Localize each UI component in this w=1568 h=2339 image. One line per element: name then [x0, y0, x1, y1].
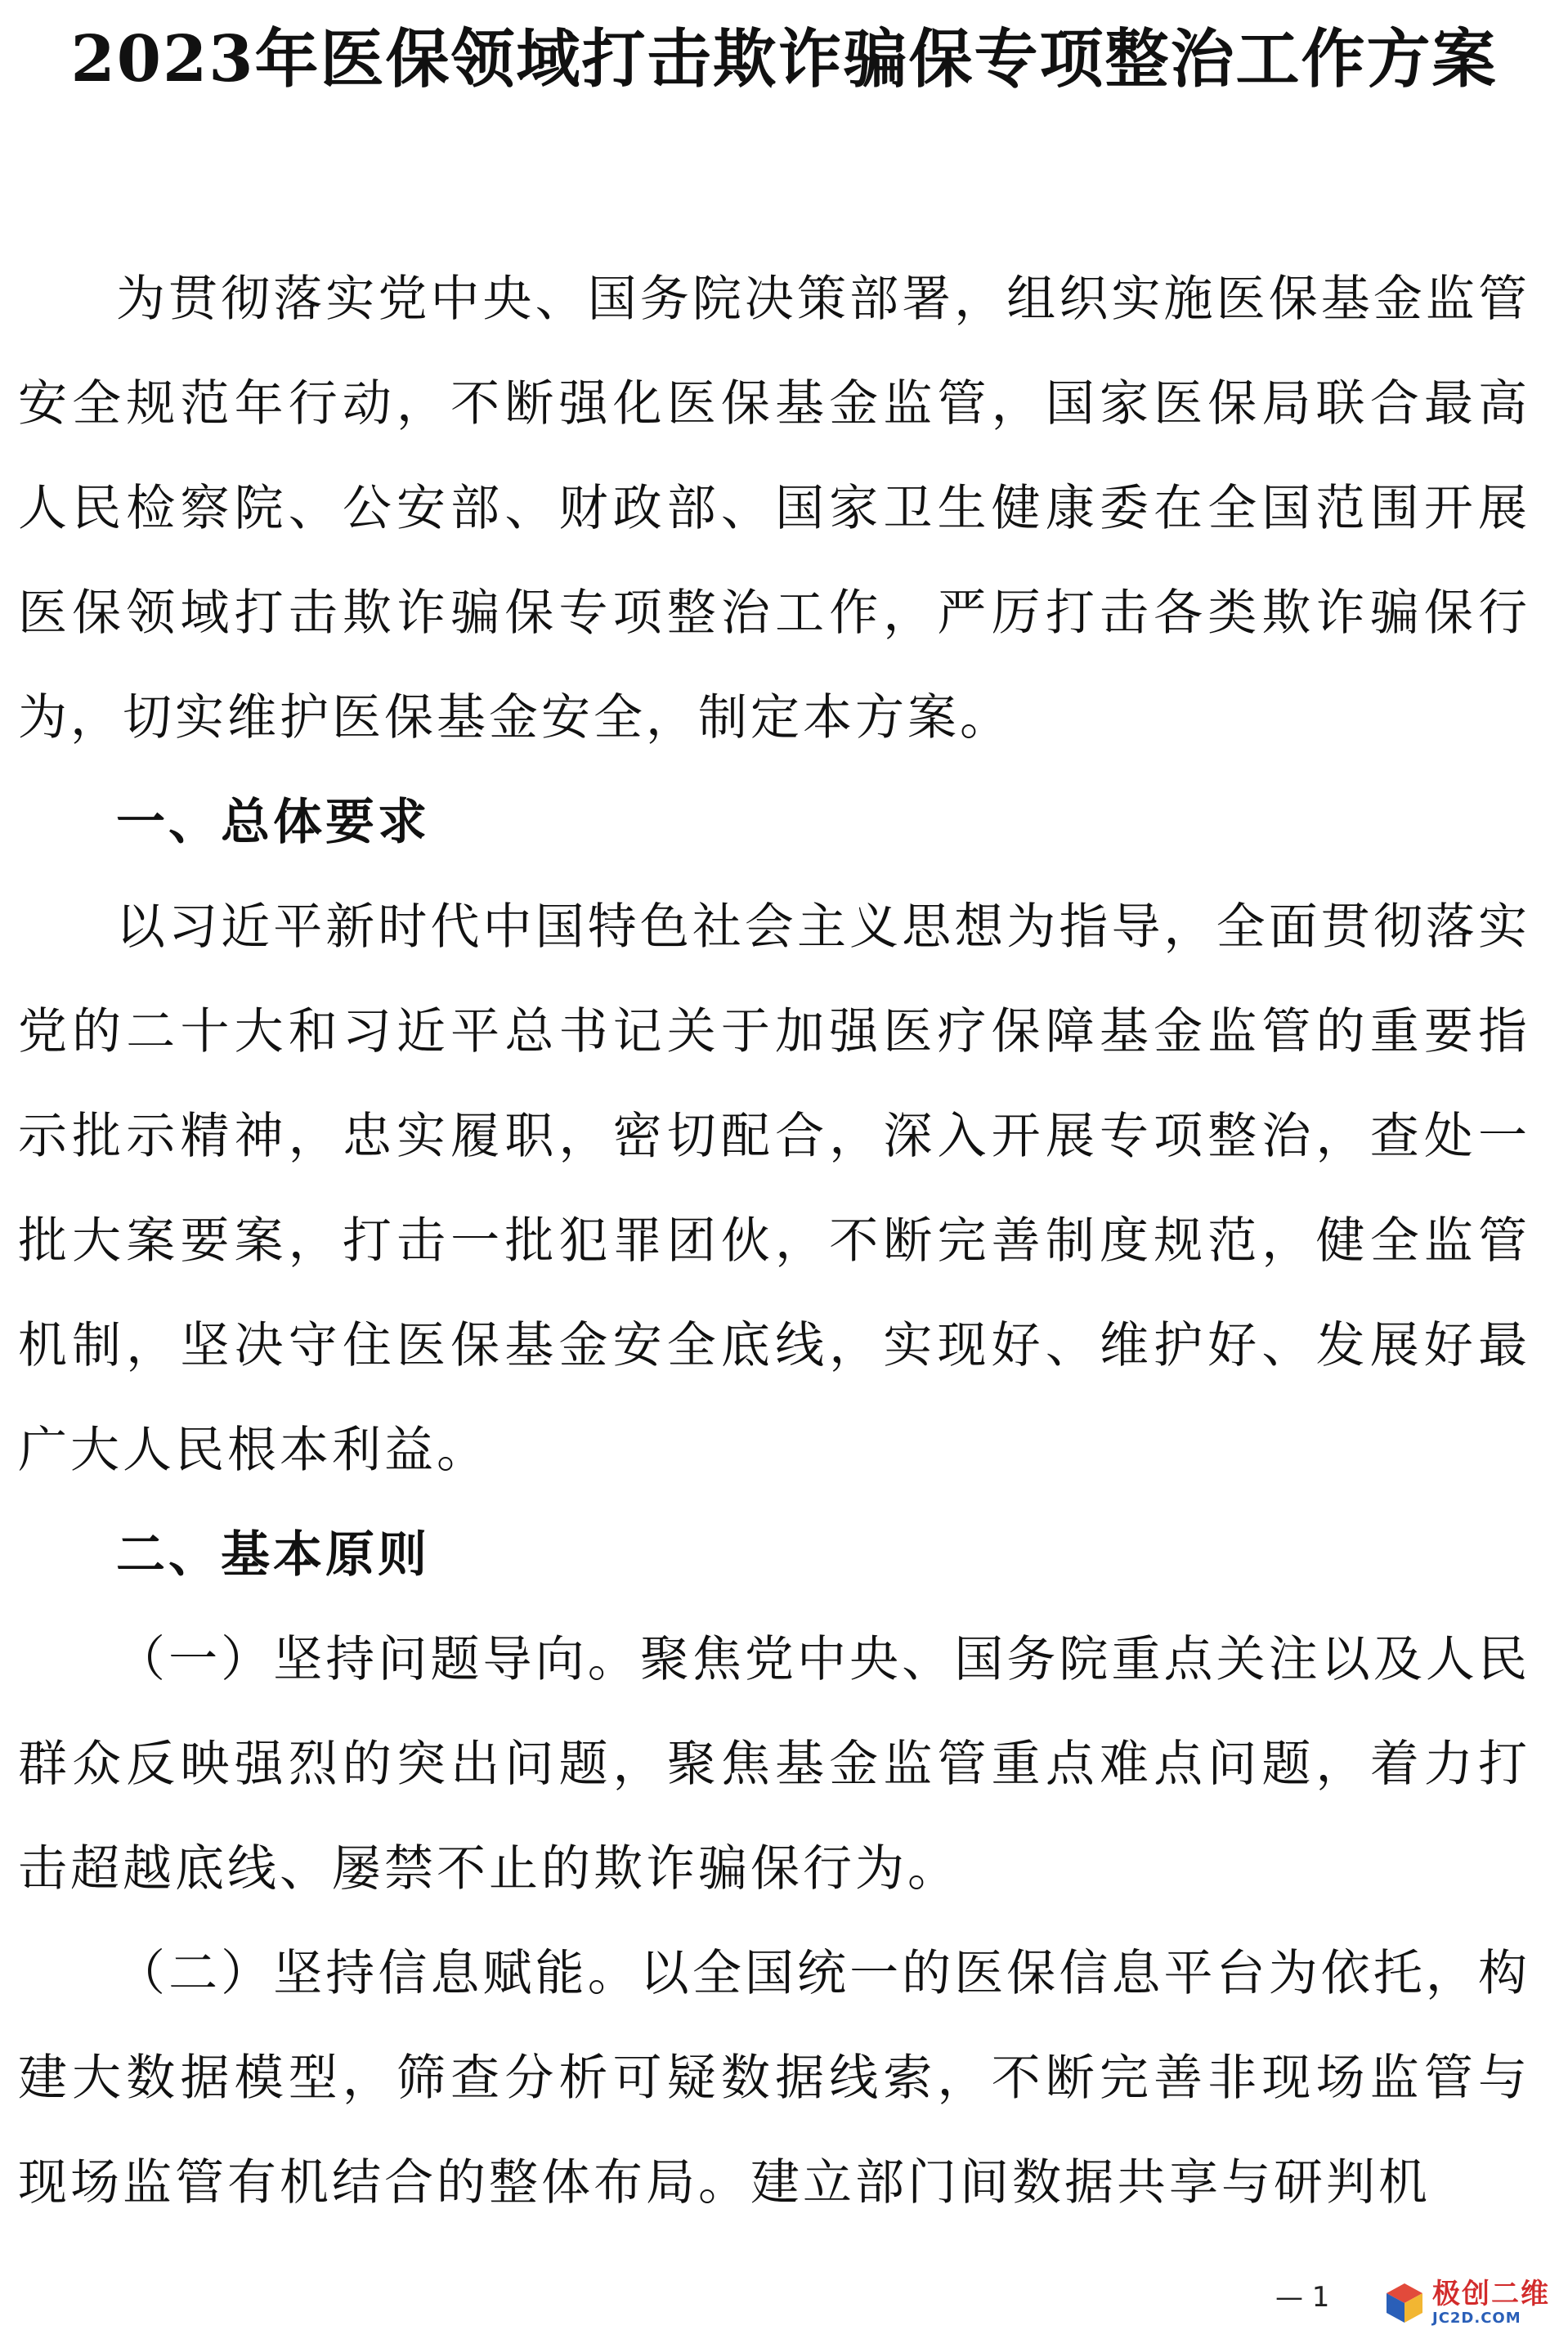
page-number: — 1 — [1275, 2281, 1330, 2314]
document-body — [18, 247, 1530, 2235]
section-heading-overall-requirements: 一、总体要求 — [116, 794, 430, 851]
principle-1-paragraph: （一）坚持问题导向。聚焦党中央、国务院重点关注以及人民群众反映强烈的突出问题，聚焦基金监管重点难点问题，着力打击超越底线、屡禁不止的欺诈骗保行为。 — [18, 1631, 1530, 1898]
document-title: 2023年医保领域打击欺诈骗保专项整治工作方案 — [70, 22, 1498, 96]
principle-2-paragraph: （二）坚持信息赋能。以全国统一的医保信息平台为依托，构建大数据模型，筛查分析可疑数据线索，不断完善非现场监管与现场监管有机结合的整体布局。建立部门间数据共享与研判机 — [18, 1945, 1530, 2211]
watermark-domain: JC2D.COM — [1432, 2309, 1521, 2327]
intro-paragraph: 为贯彻落实党中央、国务院决策部署，组织实施医保基金监管安全规范年行动，不断强化医保基金监管，国家医保局联合最高人民检察院、公安部、财政部、国家卫生健康委在全国范围开展医保领域打击欺诈骗保专项整治工作，严厉打击各类欺诈骗保行为，切实维护医保基金安全，制定本方案。 — [18, 271, 1530, 746]
overall-requirements-paragraph: 以习近平新时代中国特色社会主义思想为指导，全面贯彻落实党的二十大和习近平总书记关于加强医疗保障基金监管的重要指示批示精神，忠实履职，密切配合，深入开展专项整治，查处一批大案要案，打击一批犯罪团伙，不断完善制度规范，健全监管机制，坚决守住医保基金安全底线，实现好、维护好、发展好最广大人民根本利益。 — [18, 898, 1530, 1479]
section-heading-basic-principles: 二、基本原则 — [116, 1526, 430, 1584]
site-watermark — [1382, 2266, 1568, 2339]
watermark-brand-name: 极创二维 — [1432, 2277, 1550, 2310]
watermark-text — [1432, 2277, 1550, 2327]
cube-logo-icon — [1382, 2280, 1427, 2326]
